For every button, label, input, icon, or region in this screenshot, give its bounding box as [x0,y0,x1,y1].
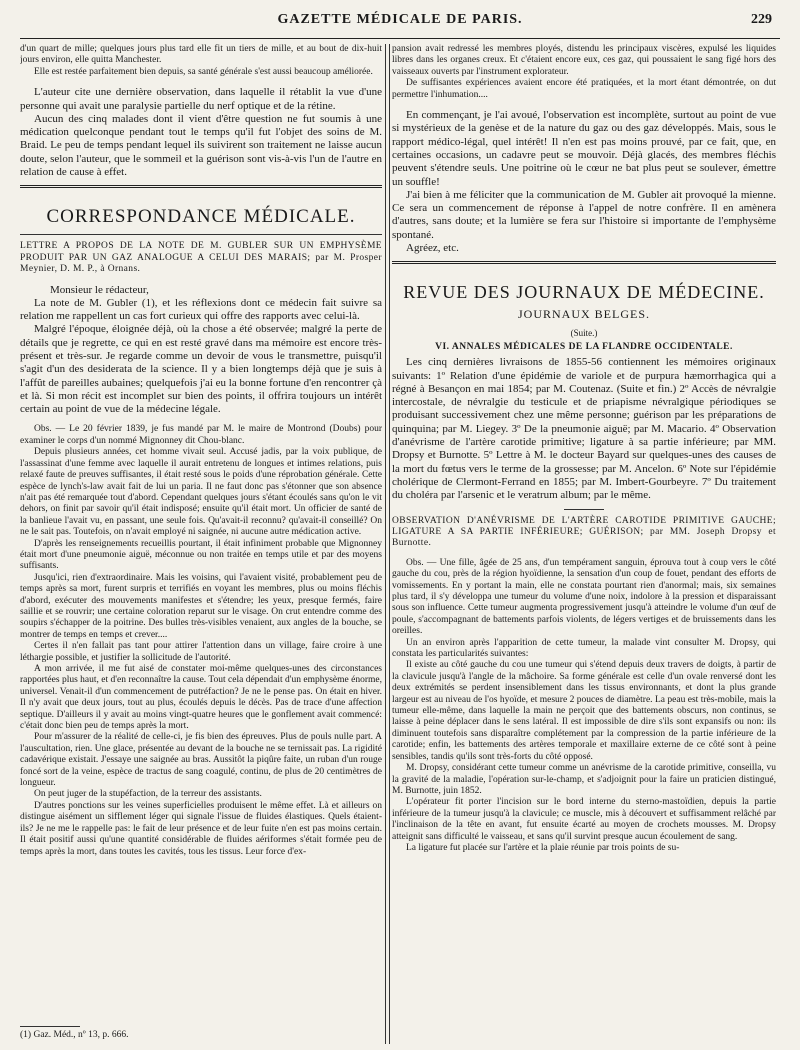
section-divider [20,185,382,188]
paragraph: d'un quart de mille; quelques jours plus tard elle fit un tiers de mille, et au bout de dix-huit jours environ, elle quitta Manchester. [20,44,382,66]
section-title: CORRESPONDANCE MÉDICALE. [46,206,356,228]
left-column [20,44,382,1044]
section-subtitle: JOURNAUX BELGES. [517,307,650,322]
paragraph: Certes il n'en fallait pas tant pour attirer l'attention dans un village, faire croire à une léthargie possible, et justifier la sollicitude de l'autorité. [20,641,382,663]
paragraph: A mon arrivée, il me fut aisé de constater moi-même quelques-unes des circonstances rapportées plus haut, et d'en reconnaître la cause. Tout cela dépendait d'un emphysème énorme, universel. Venait-il d'un commencement de putréfaction? Je ne le pense pas. On était en hiver. Il n'y avait que deux jours, tout au plus, écoulés depuis le décès. Pas de trace d'une affection septique. D'ailleurs il y avait au moins vingt-quatre heures que le gonflement avait commencé: c'était donc bien peu de temps après la mort. [20,664,382,732]
suite-label: (Suite.) [570,328,598,339]
paragraph: Obs. — Le 20 février 1839, je fus mandé par M. le maire de Montrond (Doubs) pour examiner le corps d'un nommé Mignonney dit Chou-blanc. [20,424,382,446]
header-rule [20,38,780,39]
article-title: VI. ANNALES MÉDICALES DE LA FLANDRE OCCIDENTALE. [435,342,733,353]
paragraph: En commençant, je l'ai avoué, l'observation est incomplète, surtout au point de vue si mystérieux de la genèse et de la nature du gaz ou des gaz développés. Mais, sous le rapport médico-légal, quel intérêt! Il n'en est pas moins prouvé, par ce fait, que, en certaines occasions, un cadavre peut se mouvoir. Déjà glacés, des membres fléchis peuvent s'étendre seuls. Une poitrine où le cœur ne bat plus peut se soulever, émettre un souffle! [392,109,776,188]
salutation: Monsieur le rédacteur, [50,283,149,296]
paragraph: Un an environ après l'apparition de cette tumeur, la malade vint consulter M. Dropsy, qui constata les particularités suivantes: [392,637,776,660]
paragraph: Depuis plusieurs années, cet homme vivait seul. Accusé jadis, par la voix publique, de l'assassinat d'une femme avec laquelle il aurait entretenu de longues et intimes relations, puis relaxé faute de preuves suffisantes, il était resté sous le poids d'une réprobation générale. Cette espèce de lynch's-law avait fait de lui un paria. Il ne faut donc pas s'étonner que son absence n'ait pas été remarquée tout d'abord. Cependant quelques jours s'étant écoulés sans qu'on le vit dehors, on finit par savoir qu'il était indisposé; ensuite qu'il était mort. Un officier de santé de la banlieue l'avait vu, en passant, une seule fois. Qu'avait-il reconnu? qu'avait-il conseillé? On ne le sait pas. Toutefois, on n'avait employé ni saignée, ni aucune autre médication active. [20,447,382,538]
paragraph: Les cinq dernières livraisons de 1855-56 contiennent les mémoires originaux suivants: 1º Relation d'une épidémie de variole et de purpura hæmorrhagica qui a régné à Besançon en mai 1854; par M. Coutenaz. (Suite et fin.) 2º Accès de névralgie intercostale, de névralgie du testicule et de priapisme névralgique périodiques se produisant successivement chez une même personne; guérison par les préparations de quinquina; par M. Liegey. 3º De la pneumonie aiguë; par M. Macario. 4º Observation d'anévrisme de l'artère carotide primitive; ligature à sa partie inférieure; par MM. Dropsy et Burnotte. 5º Lettre à M. le docteur Bayard sur quelques-unes des causes de la mort du fœtus vers le terme de la grossesse; par M. Ancelon. 6º Note sur l'épidémie cholérique de Clermont-Ferrand en 1855; par M. Imbert-Gourbeyre. 7º Du traitement du choléra par l'arsenic et le veratrum album; par le même. [392,356,776,502]
paragraph: La note de M. Gubler (1), et les réflexions dont ce médecin fait suivre sa relation me rappellent un cas fort curieux qui offre des rapports avec celui-là. [20,296,382,323]
title-rule [20,234,382,235]
paragraph: D'après les renseignements recueillis pourtant, il était infiniment probable que Mignonney était mort d'une pneumonie aiguë, méconnue ou non traitée en temps utile et par des moyens suffisants. [20,538,382,572]
footnote-rule [20,1026,80,1027]
paragraph: Aucun des cinq malades dont il vient d'être question ne fut soumis à une médication quelconque pendant tout le temps qu'il fut l'objet des soins de M. Braid. Le peu de temps pendant lequel ils suivirent son traitement ne laisse aucun doute, selon l'auteur, que le sommeil et la guérison sont vis-à-vis l'un de l'autre en relation de cause à effet. [20,112,382,178]
closing: Agréez, etc. [406,242,459,254]
paragraph: On peut juger de la stupéfaction, de la terreur des assistants. [34,789,262,800]
page-number: 229 [751,12,772,27]
paragraph: Obs. — Une fille, âgée de 25 ans, d'un tempérament sanguin, éprouva tout à coup vers le côté gauche du cou, près de la région hyoïdienne, la sensation d'un coup de fouet, pendant des efforts de vomissements. En y portant la main, elle ne constata pourtant rien d'anormal; mais, six semaines plus tard, il s'y développa une tumeur du volume d'une noix, indolore à la pression et disparaissant sous son influence. Cette tumeur augmenta progressivement jusqu'à atteindre le volume d'un œuf de poule, s'accompagnant de battements parfois violents, de légers vertiges et de bruissements dans les oreilles. [392,557,776,637]
paragraph: La ligature fut placée sur l'artère et la plaie réunie par trois points de su- [406,842,680,853]
paragraph: Elle est restée parfaitement bien depuis, sa santé générale s'est aussi beaucoup améliorée. [34,66,373,77]
paragraph: L'auteur cite une dernière observation, dans laquelle il rétablit la vue d'une personne qui avait une paralysie partielle du nerf optique et de la rétine. [20,86,382,112]
observation-heading: OBSERVATION D'ANÉVRISME DE L'ARTÈRE CAROTIDE PRIMITIVE GAUCHE; LIGATURE A SA PARTIE INFÉRIEURE; GUÉRISON; par MM. Joseph Dropsy et Burnotte. [392,515,776,549]
paragraph: pansion avait redressé les membres ployés, distendu les principaux viscères, expulsé les liquides libres dans les organes creux. Et c'étaient encore eux, ces gaz, qui poussaient le sang figé hors des vaisseaux ouverts par l'instrument explorateur. [392,44,776,77]
footnote-text: (1) Gaz. Méd., nº 13, p. 666. [20,1030,129,1040]
paragraph: D'autres ponctions sur les veines superficielles produisent le même effet. Là et ailleurs on distingue aisément un sifflement léger qui signale l'issue de fluides élastiques. Quels étaient-ils? Je ne me le rappelle pas: le fait de leur présence et de leur fuite n'en est pas moins certain. Il était positif aussi qu'une quantité considérable de fluides aériformes s'était formée peu de temps après la mort, dans toutes les cavités, tous les tissus. Leur force d'ex- [20,800,382,857]
footnote [20,1026,128,1040]
column-divider [385,44,390,1044]
paragraph: M. Dropsy, considérant cette tumeur comme un anévrisme de la carotide primitive, conseilla, vu la gravité de la maladie, l'opération sur-le-champ, et s'adjoignit pour la faire un praticien distingué, M. Burnotte, juin 1852. [392,763,776,796]
paragraph: J'ai bien à me féliciter que la communication de M. Gubler ait provoqué la mienne. Ce sera un commencement de réponse à l'appel de notre confrère. Il en amènera d'autres, sans doute; et la lumière se fera sur l'histoire si importante de l'emphysème spontané. [392,188,776,241]
section-divider [392,261,776,264]
right-column [392,44,776,1044]
letter-heading: LETTRE A PROPOS DE LA NOTE DE M. GUBLER SUR UN EMPHYSÈME PRODUIT PAR UN GAZ ANALOGUE A CELUI DES MARAIS; par M. Prosper Meynier, D. M. P., à Ornans. [20,241,382,275]
short-rule [564,509,604,510]
paragraph: L'opérateur fit porter l'incision sur le bord interne du sterno-mastoïdien, depuis la partie inférieure de la tumeur jusqu'à la clavicule; ce muscle, mis à découvert et suffisamment relâché par l'inclinaison de la tête en avant, fut ensuite écarté au moyen de crochets mousses. M. Dropsy atteignit sans difficulté le vaisseau, et sans qu'il survint presque aucun écoulement de sang. [392,797,776,842]
page-header [20,12,780,34]
paragraph: Malgré l'époque, éloignée déjà, où la chose a été observée; malgré la perte de détails que je regrette, ce qui en est resté gravé dans ma mémoire est encore très-présent et très-sur. Je regarde comme un devoir de vous le transmettre, puisqu'il s'agit d'un des desiderata de la science. Il y a bien longtemps déjà que je suis à l'affût de pareilles aubaines; quelquefois j'ai eu la bonne fortune d'en rencontrer çà et là. Si mon récit est incomplet sur bien des points, il offrira toujours un intérêt certain au point de vue de la médecine légale. [20,323,382,416]
paragraph: Il existe au côté gauche du cou une tumeur qui s'étend depuis deux travers de doigts, à partir de la clavicule jusqu'à l'angle de la mâchoire. Sa forme générale est celle d'un ovale renversé dont les deux extrémités se perdent insensiblement dans les tissus environnants, et dont la plus grande largeur est au niveau de l'os hyoïde, et mesure 2 pouces de diamètre. La peau est très-mobile, mais la tumeur elle-même, dans laquelle la main ne perçoit que des battements obscurs, non continus, se laisse à peine déplacer dans le sens latéral. Il est impossible de dire s'ils sont expansifs ou non: ils diminuent toutefois sans disparaître complétement par la compression de la partie inférieure de la carotide; enfin, les battements des artères temporale et maxillaire externe de ce côté sont à peine sensibles, tandis qu'ils sont très-forts du côté opposé. [392,660,776,762]
paragraph: Pour m'assurer de la réalité de celle-ci, je fis bien des épreuves. Plus de pouls nulle part. A l'auscultation, rien. Une glace, présentée au devant de la bouche ne se ternissait pas. La rigidité cadavérique existait. J'essaye une saignée au bras. Aussitôt la piqûre faite, un ruban d'un rouge foncé sort de la veine, espèce de tractus de sang coagulé, continu, de plus de 20 centimètres de longueur. [20,732,382,789]
journal-title: GAZETTE MÉDICALE DE PARIS. [277,12,523,27]
section-title: REVUE DES JOURNAUX DE MÉDECINE. [403,282,765,303]
paragraph: Jusqu'ici, rien d'extraordinaire. Mais les voisins, qui l'avaient visité, probablement peu de temps après sa mort, furent surpris et terrifiés en voyant les membres, plus ou moins fléchis d'abord, exécuter des mouvements manifestes et s'étendre; les yeux, presque fermés, faire saillie et se rouvrir; une certaine coloration reparut sur le visage. On crut entendre comme des soupirs s'échapper de la poitrine. Des bulles très-visibles venaient, aux angles de la bouche, se montrer de temps en temps et crever.... [20,572,382,640]
paragraph: De suffisantes expériences avaient encore été pratiquées, et la mort étant démontrée, on dut permettre l'inhumation.... [392,78,776,100]
